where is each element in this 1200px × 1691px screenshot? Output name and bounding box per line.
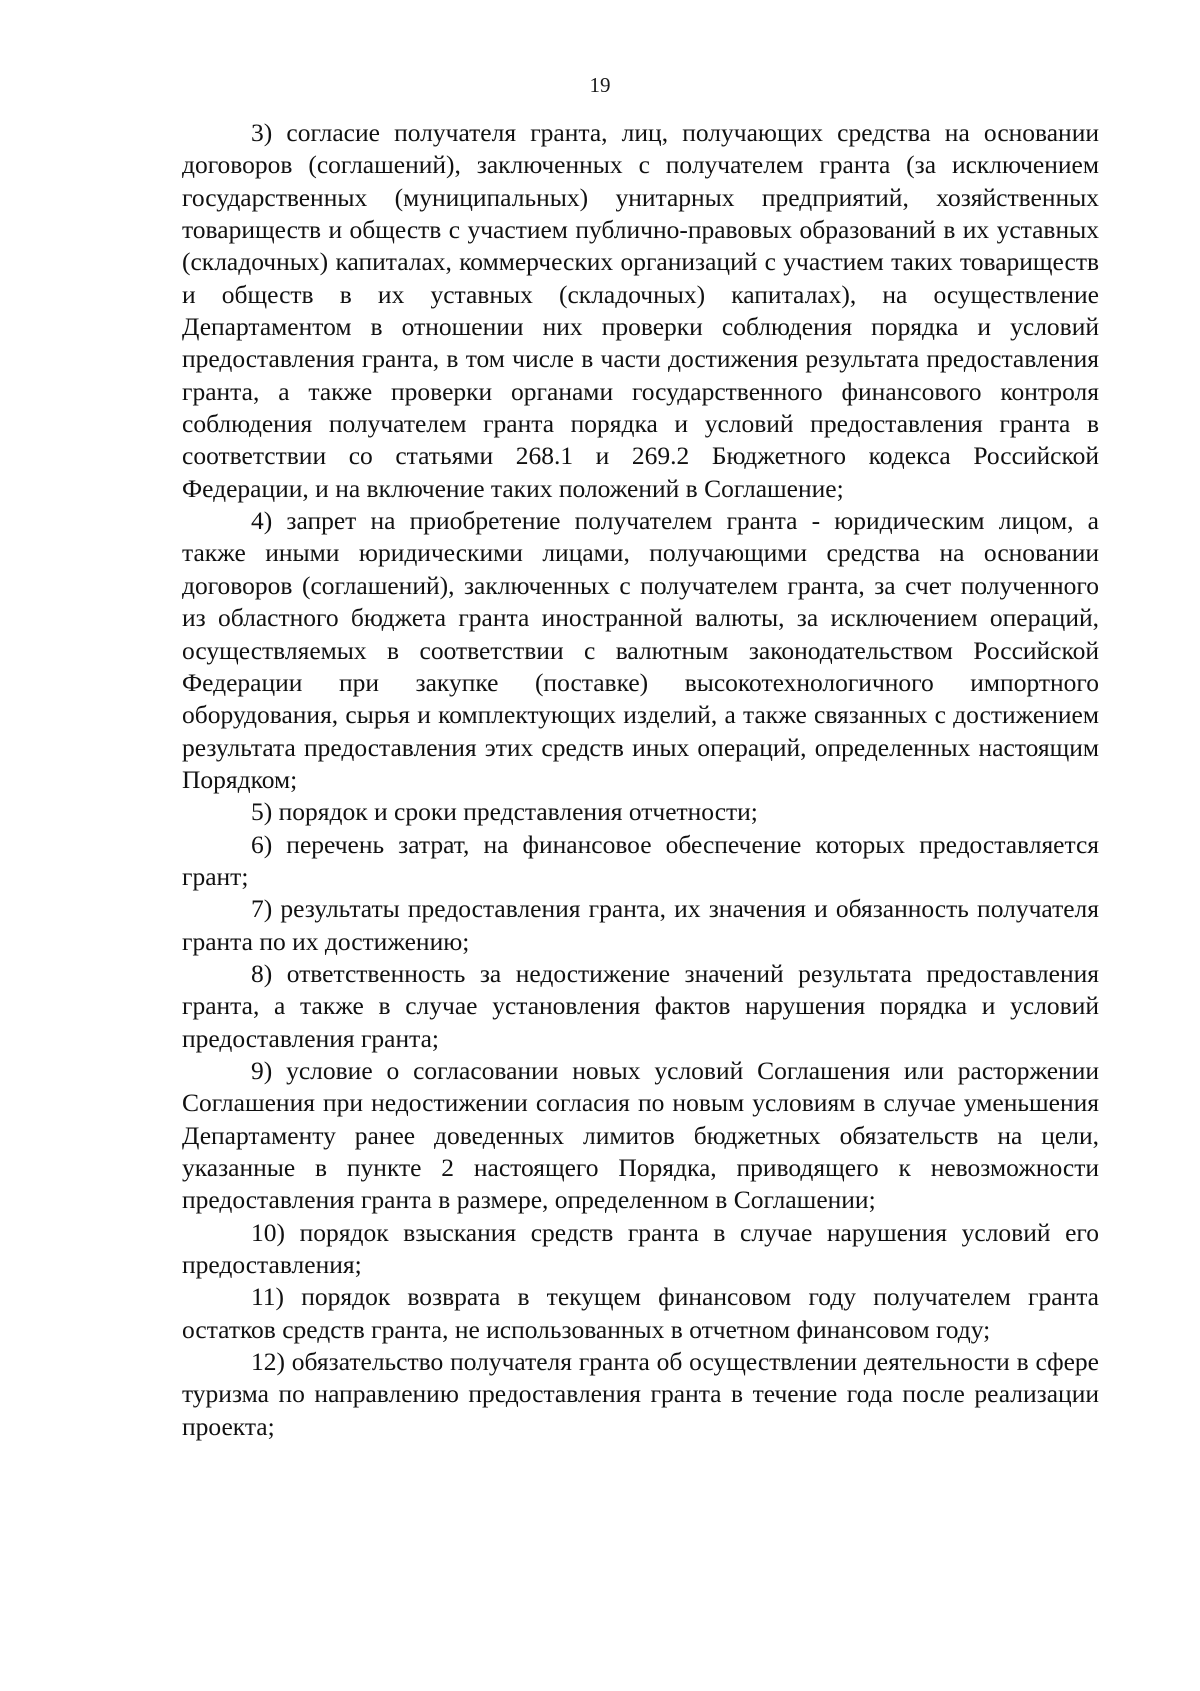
paragraph-item-6: 6) перечень затрат, на финансовое обеспечение которых предоставляется грант; (182, 829, 1099, 891)
paragraph-item-9: 9) условие о согласовании новых условий Соглашения или расторжении Соглашения при недостижении согласия по новым условиям в случае уменьшения Департаменту ранее доведенных лимитов бюджетных обязательств на цели, указанные в пункте 2 настоящего Порядка, приводящего к невозможности предоставления гранта в размере, определенном в Соглашении; (182, 1055, 1099, 1215)
paragraph-item-7: 7) результаты предоставления гранта, их значения и обязанность получателя гранта по их достижению; (182, 894, 1099, 956)
paragraph-item-5: 5) порядок и сроки представления отчетности; (251, 797, 758, 827)
paragraph-item-4: 4) запрет на приобретение получателем гранта - юридическим лицом, а также иными юридическими лицами, получающими средства на основании договоров (соглашений), заключенных с получателем гранта, за счет полученного из областного бюджета гранта иностранной валюты, за исключением операций, осуществляемых в соответствии с валютным законодательством Российской Федерации при закупке (поставке) высокотехнологичного импортного оборудования, сырья и комплектующих изделий, а также связанных с достижением результата предоставления этих средств иных операций, определенных настоящим Порядком; (182, 506, 1099, 794)
paragraph-item-3: 3) согласие получателя гранта, лиц, получающих средства на основании договоров (соглашений), заключенных с получателем гранта (за исключением государственных (муниципальных) унитарных предприятий, хозяйственных товариществ и обществ с участием публично-правовых образований в их уставных (складочных) капиталах, коммерческих организаций с участием таких товариществ и обществ в их уставных (складочных) капиталах), на осуществление Департаментом в отношении них проверки соблюдения порядка и условий предоставления гранта, в том числе в части достижения результата предоставления гранта, а также проверки органами государственного финансового контроля соблюдения получателем гранта порядка и условий предоставления гранта в соответствии со статьями 268.1 и 269.2 Бюджетного кодекса Российской Федерации, и на включение таких положений в Соглашение; (182, 118, 1099, 503)
paragraph-item-12: 12) обязательство получателя гранта об осуществлении деятельности в сфере туризма по направлению предоставления гранта в течение года после реализации проекта; (182, 1347, 1099, 1441)
page-number: 19 (589, 73, 611, 97)
paragraph-item-10: 10) порядок взыскания средств гранта в случае нарушения условий его предоставления; (182, 1217, 1099, 1280)
paragraph-item-11: 11) порядок возврата в текущем финансовом году получателем гранта остатков средств гранта, не использованных в отчетном финансовом году; (182, 1282, 1099, 1344)
document-body (182, 117, 1099, 1443)
paragraph-item-8: 8) ответственность за недостижение значений результата предоставления гранта, а также в случае установления фактов нарушения порядка и условий предоставления гранта; (182, 958, 1099, 1053)
